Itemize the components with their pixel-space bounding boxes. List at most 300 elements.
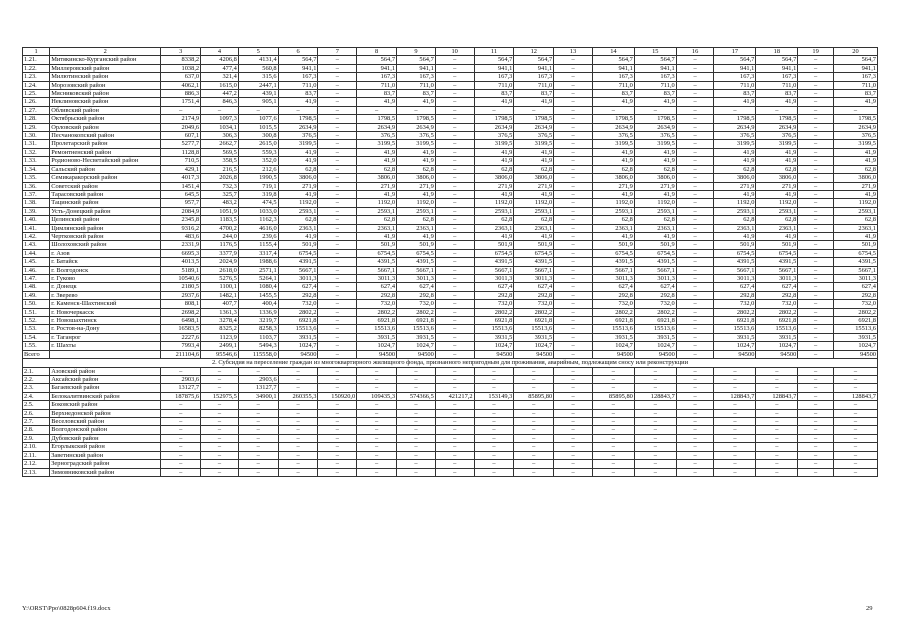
value-cell: – [798, 384, 834, 392]
value-cell: 4391,5 [357, 258, 397, 266]
table-row [23, 132, 878, 140]
value-cell: 6754,5 [278, 249, 318, 257]
value-cell: – [435, 123, 474, 131]
row-label-cell: 2 [50, 48, 161, 56]
value-cell: – [676, 224, 714, 232]
value-cell: 1361,3 [201, 308, 239, 316]
value-cell: – [514, 418, 554, 426]
value-cell: – [676, 460, 714, 468]
row-label-cell: Веселовский район [50, 418, 161, 426]
value-cell: – [833, 384, 877, 392]
value-cell: – [798, 106, 834, 114]
value-cell: – [278, 443, 318, 451]
value-cell: – [318, 249, 357, 257]
value-cell: 41,9 [357, 190, 397, 198]
value-cell: 352,0 [238, 157, 278, 165]
value-cell: – [161, 443, 201, 451]
value-cell: 41,9 [474, 157, 514, 165]
row-number-cell: 2.6. [23, 409, 50, 417]
value-cell: – [435, 342, 474, 350]
value-cell: 271,9 [833, 182, 877, 190]
value-cell: 187875,6 [161, 392, 201, 400]
value-cell: 564,7 [357, 56, 397, 64]
value-cell: – [435, 64, 474, 72]
value-cell: – [238, 401, 278, 409]
value-cell: 3806,0 [714, 174, 756, 182]
table-row [23, 409, 878, 417]
row-label-cell [50, 350, 161, 358]
value-cell: – [676, 392, 714, 400]
table-row [23, 266, 878, 274]
row-label-cell: г. Волгодонск [50, 266, 161, 274]
value-cell: 501,9 [357, 241, 397, 249]
value-cell: – [435, 409, 474, 417]
value-cell: 941,1 [634, 64, 676, 72]
value-cell: 732,0 [756, 300, 798, 308]
row-number-cell: 1.52. [23, 317, 50, 325]
value-cell: – [554, 98, 593, 106]
value-cell: 10540,6 [161, 274, 201, 282]
value-cell: – [676, 182, 714, 190]
value-cell: 6921,8 [474, 317, 514, 325]
value-cell: 16 [676, 48, 714, 56]
row-label-cell: г. Батайск [50, 258, 161, 266]
row-label-cell: Белокалитвинский район [50, 392, 161, 400]
value-cell: – [833, 451, 877, 459]
value-cell: 4391,5 [278, 258, 318, 266]
value-cell: 41,9 [592, 148, 634, 156]
row-number-cell: 1.28. [23, 115, 50, 123]
value-cell: 94500 [634, 350, 676, 358]
value-cell: 62,8 [592, 216, 634, 224]
value-cell: 62,8 [357, 165, 397, 173]
value-cell: 41,9 [474, 148, 514, 156]
value-cell: – [435, 190, 474, 198]
value-cell: 41,9 [397, 190, 436, 198]
value-cell: 2802,2 [714, 308, 756, 316]
value-cell: 1100,1 [201, 283, 239, 291]
table-row [23, 274, 878, 282]
value-cell: – [318, 232, 357, 240]
value-cell: 41,9 [514, 98, 554, 106]
value-cell: 3011,3 [833, 274, 877, 282]
value-cell: – [798, 56, 834, 64]
value-cell: – [318, 274, 357, 282]
row-number-cell: 1.49. [23, 291, 50, 299]
value-cell: 2571,1 [238, 266, 278, 274]
value-cell: – [676, 291, 714, 299]
value-cell: 376,5 [833, 132, 877, 140]
value-cell: – [201, 367, 239, 375]
value-cell: 474,5 [238, 199, 278, 207]
value-cell: – [634, 384, 676, 392]
row-label-cell: Целинский район [50, 216, 161, 224]
value-cell: – [833, 443, 877, 451]
value-cell: – [676, 325, 714, 333]
value-cell: – [278, 426, 318, 434]
value-cell: – [318, 106, 357, 114]
value-cell: 5667,1 [714, 266, 756, 274]
value-cell: – [798, 241, 834, 249]
value-cell: – [833, 468, 877, 476]
value-cell: 41,9 [634, 190, 676, 198]
value-cell: 1192,0 [357, 199, 397, 207]
value-cell: 41,9 [357, 157, 397, 165]
value-cell: – [318, 333, 357, 341]
row-number-cell: 1.39. [23, 207, 50, 215]
value-cell: – [798, 443, 834, 451]
value-cell: 2615,0 [238, 140, 278, 148]
value-cell: – [634, 443, 676, 451]
value-cell: 94500 [397, 350, 436, 358]
value-cell: 1451,4 [161, 182, 201, 190]
table-row [23, 190, 878, 198]
row-number-cell: 2.10. [23, 443, 50, 451]
table-row [23, 90, 878, 98]
value-cell: – [435, 56, 474, 64]
value-cell: – [514, 401, 554, 409]
row-label-cell: Семикаракорский район [50, 174, 161, 182]
value-cell: 41,9 [714, 157, 756, 165]
value-cell: – [435, 157, 474, 165]
value-cell: – [357, 376, 397, 384]
value-cell: 2937,6 [161, 291, 201, 299]
value-cell: – [798, 426, 834, 434]
value-cell: – [474, 451, 514, 459]
value-cell: – [318, 199, 357, 207]
row-label-cell: Егорлыкский район [50, 443, 161, 451]
value-cell: – [592, 460, 634, 468]
row-number-cell: 1.47. [23, 274, 50, 282]
table-row [23, 224, 878, 232]
value-cell: – [318, 434, 357, 442]
value-cell: – [435, 207, 474, 215]
value-cell: 271,9 [357, 182, 397, 190]
value-cell: – [318, 165, 357, 173]
value-cell: 1798,5 [278, 115, 318, 123]
value-cell: 2447,1 [238, 81, 278, 89]
value-cell: – [161, 409, 201, 417]
value-cell: – [756, 460, 798, 468]
value-cell: – [798, 367, 834, 375]
value-cell: – [714, 367, 756, 375]
value-cell: – [318, 409, 357, 417]
value-cell: 9316,2 [161, 224, 201, 232]
value-cell: 41,9 [357, 98, 397, 106]
value-cell: – [554, 73, 593, 81]
value-cell: 94500 [833, 350, 877, 358]
value-cell: 5264,1 [238, 274, 278, 282]
value-cell: 94500 [474, 350, 514, 358]
value-cell: 216,5 [201, 165, 239, 173]
row-label-cell: Милютинский район [50, 73, 161, 81]
value-cell: – [833, 401, 877, 409]
value-cell: – [833, 426, 877, 434]
value-cell: 4616,0 [238, 224, 278, 232]
value-cell: 5667,1 [474, 266, 514, 274]
value-cell: – [474, 434, 514, 442]
table-row [23, 98, 878, 106]
value-cell: – [798, 73, 834, 81]
value-cell: 41,9 [514, 190, 554, 198]
value-cell: – [592, 401, 634, 409]
value-cell: 1455,5 [238, 291, 278, 299]
value-cell: – [676, 190, 714, 198]
value-cell: 2802,2 [756, 308, 798, 316]
value-cell: 2634,9 [756, 123, 798, 131]
value-cell: 167,3 [514, 73, 554, 81]
value-cell: – [676, 308, 714, 316]
row-label-cell: Аксайский район [50, 376, 161, 384]
value-cell: 292,8 [756, 291, 798, 299]
value-cell: – [318, 401, 357, 409]
value-cell: 4391,5 [592, 258, 634, 266]
row-number-cell: 1.53. [23, 325, 50, 333]
value-cell: 4391,5 [756, 258, 798, 266]
table-row [23, 426, 878, 434]
value-cell: – [161, 426, 201, 434]
value-cell: 2084,9 [161, 207, 201, 215]
value-cell: – [318, 190, 357, 198]
value-cell: – [397, 460, 436, 468]
value-cell: 271,9 [278, 182, 318, 190]
table-row [23, 418, 878, 426]
row-number-cell: 2.2. [23, 376, 50, 384]
value-cell: – [357, 460, 397, 468]
value-cell: – [435, 291, 474, 299]
value-cell: 62,8 [592, 165, 634, 173]
value-cell: – [676, 300, 714, 308]
value-cell: 41,9 [714, 190, 756, 198]
value-cell: – [756, 434, 798, 442]
value-cell: 2499,1 [201, 342, 239, 350]
value-cell: – [474, 460, 514, 468]
value-cell: 6754,5 [474, 249, 514, 257]
value-cell: 41,9 [833, 157, 877, 165]
value-cell: 271,9 [397, 182, 436, 190]
value-cell: 1183,5 [201, 216, 239, 224]
value-cell: – [798, 190, 834, 198]
value-cell: 732,0 [592, 300, 634, 308]
value-cell: – [833, 418, 877, 426]
value-cell: 559,3 [238, 148, 278, 156]
value-cell: – [397, 384, 436, 392]
value-cell: 292,8 [714, 291, 756, 299]
value-cell: – [798, 132, 834, 140]
value-cell: 3931,5 [592, 333, 634, 341]
table-row [23, 434, 878, 442]
table-row [23, 392, 878, 400]
value-cell: – [676, 241, 714, 249]
value-cell: – [756, 418, 798, 426]
table-row [23, 56, 878, 64]
value-cell: – [435, 418, 474, 426]
row-number-cell: 1.41. [23, 224, 50, 232]
row-number-cell: 2.1. [23, 367, 50, 375]
value-cell: 41,9 [756, 190, 798, 198]
table-row [23, 258, 878, 266]
value-cell: – [676, 64, 714, 72]
value-cell: 564,7 [474, 56, 514, 64]
value-cell: 1024,7 [634, 342, 676, 350]
value-cell: – [798, 207, 834, 215]
value-cell: 501,9 [714, 241, 756, 249]
value-cell: 1192,0 [833, 199, 877, 207]
value-cell: – [318, 317, 357, 325]
value-cell: – [798, 249, 834, 257]
value-cell: – [474, 106, 514, 114]
value-cell: – [278, 460, 318, 468]
value-cell: – [554, 157, 593, 165]
value-cell: 627,4 [714, 283, 756, 291]
value-cell: 2593,1 [833, 207, 877, 215]
value-cell: – [676, 199, 714, 207]
value-cell: – [554, 468, 593, 476]
value-cell: – [161, 451, 201, 459]
value-cell: 1051,9 [201, 207, 239, 215]
value-cell: 2802,2 [514, 308, 554, 316]
table-row [23, 148, 878, 156]
value-cell: – [435, 325, 474, 333]
value-cell: – [676, 426, 714, 434]
value-cell: 271,9 [514, 182, 554, 190]
value-cell: 239,6 [238, 232, 278, 240]
value-cell: – [756, 367, 798, 375]
value-cell: – [798, 350, 834, 358]
value-cell: 2363,1 [514, 224, 554, 232]
row-label-cell: г. Азов [50, 249, 161, 257]
value-cell: 2331,9 [161, 241, 201, 249]
value-cell: 564,7 [397, 56, 436, 64]
value-cell: 6754,5 [833, 249, 877, 257]
value-cell: 886,3 [161, 90, 201, 98]
value-cell: – [238, 434, 278, 442]
value-cell: 4391,5 [714, 258, 756, 266]
value-cell: 3199,5 [474, 140, 514, 148]
row-number-cell: 1.48. [23, 283, 50, 291]
value-cell: 2227,6 [161, 333, 201, 341]
value-cell: 732,0 [634, 300, 676, 308]
column-number-row [23, 48, 878, 56]
value-cell: 260355,3 [278, 392, 318, 400]
value-cell: – [714, 460, 756, 468]
row-label-cell: Азовский район [50, 367, 161, 375]
value-cell: 5667,1 [634, 266, 676, 274]
value-cell: 2593,1 [514, 207, 554, 215]
value-cell: 128843,7 [714, 392, 756, 400]
row-label-cell: Ремонтненский район [50, 148, 161, 156]
value-cell: – [676, 207, 714, 215]
value-cell: – [554, 350, 593, 358]
value-cell: 211104,6 [161, 350, 201, 358]
value-cell: 6754,5 [634, 249, 676, 257]
value-cell: 564,7 [514, 56, 554, 64]
value-cell: 13 [554, 48, 593, 56]
value-cell: 941,1 [474, 64, 514, 72]
value-cell: 167,3 [756, 73, 798, 81]
table-row [23, 317, 878, 325]
value-cell: 711,0 [634, 81, 676, 89]
value-cell: 41,9 [278, 190, 318, 198]
table-row [23, 182, 878, 190]
value-cell: 2802,2 [592, 308, 634, 316]
row-label-cell: г. Новошахтинск [50, 317, 161, 325]
value-cell: 8338,2 [161, 56, 201, 64]
value-cell: – [435, 376, 474, 384]
value-cell: – [676, 216, 714, 224]
value-cell: 1192,0 [474, 199, 514, 207]
value-cell: 711,0 [592, 81, 634, 89]
value-cell: – [554, 460, 593, 468]
value-cell: 62,8 [397, 216, 436, 224]
table-row [23, 174, 878, 182]
value-cell: 4013,5 [161, 258, 201, 266]
value-cell: 6754,5 [357, 249, 397, 257]
value-cell: – [357, 106, 397, 114]
value-cell: – [357, 468, 397, 476]
value-cell: 212,6 [238, 165, 278, 173]
value-cell: – [676, 401, 714, 409]
value-cell: – [514, 376, 554, 384]
value-cell: – [634, 376, 676, 384]
value-cell: – [318, 157, 357, 165]
value-cell: 128843,7 [634, 392, 676, 400]
value-cell: 808,1 [161, 300, 201, 308]
value-cell: – [554, 81, 593, 89]
value-cell: – [278, 434, 318, 442]
value-cell: 2593,1 [634, 207, 676, 215]
value-cell: – [756, 401, 798, 409]
value-cell: – [798, 274, 834, 282]
value-cell: – [474, 443, 514, 451]
row-label-cell: Пролетарский район [50, 140, 161, 148]
row-number-cell: 2.4. [23, 392, 50, 400]
value-cell: 3199,5 [592, 140, 634, 148]
value-cell: – [554, 56, 593, 64]
value-cell: 483,2 [201, 199, 239, 207]
row-number-cell: 2.12. [23, 460, 50, 468]
row-label-cell: Орловский район [50, 123, 161, 131]
value-cell: – [554, 199, 593, 207]
value-cell: 376,5 [756, 132, 798, 140]
value-cell: – [318, 266, 357, 274]
value-cell: – [201, 106, 239, 114]
value-cell: 167,3 [278, 73, 318, 81]
value-cell: – [756, 451, 798, 459]
value-cell: 3219,7 [238, 317, 278, 325]
value-cell: – [318, 216, 357, 224]
value-cell: – [318, 182, 357, 190]
value-cell: 2634,9 [474, 123, 514, 131]
value-cell: 94500 [592, 350, 634, 358]
value-cell: 6921,8 [357, 317, 397, 325]
value-cell: 483,6 [161, 232, 201, 240]
value-cell: – [554, 451, 593, 459]
value-cell: 3011,3 [756, 274, 798, 282]
value-cell: 8325,2 [201, 325, 239, 333]
value-cell: – [714, 106, 756, 114]
value-cell: – [554, 190, 593, 198]
value-cell: – [798, 182, 834, 190]
value-cell: – [435, 132, 474, 140]
value-cell: 15513,6 [397, 325, 436, 333]
value-cell: 2345,8 [161, 216, 201, 224]
value-cell: 2802,2 [634, 308, 676, 316]
value-cell: 1192,0 [592, 199, 634, 207]
value-cell: – [278, 409, 318, 417]
value-cell: 732,0 [278, 300, 318, 308]
value-cell: – [592, 434, 634, 442]
